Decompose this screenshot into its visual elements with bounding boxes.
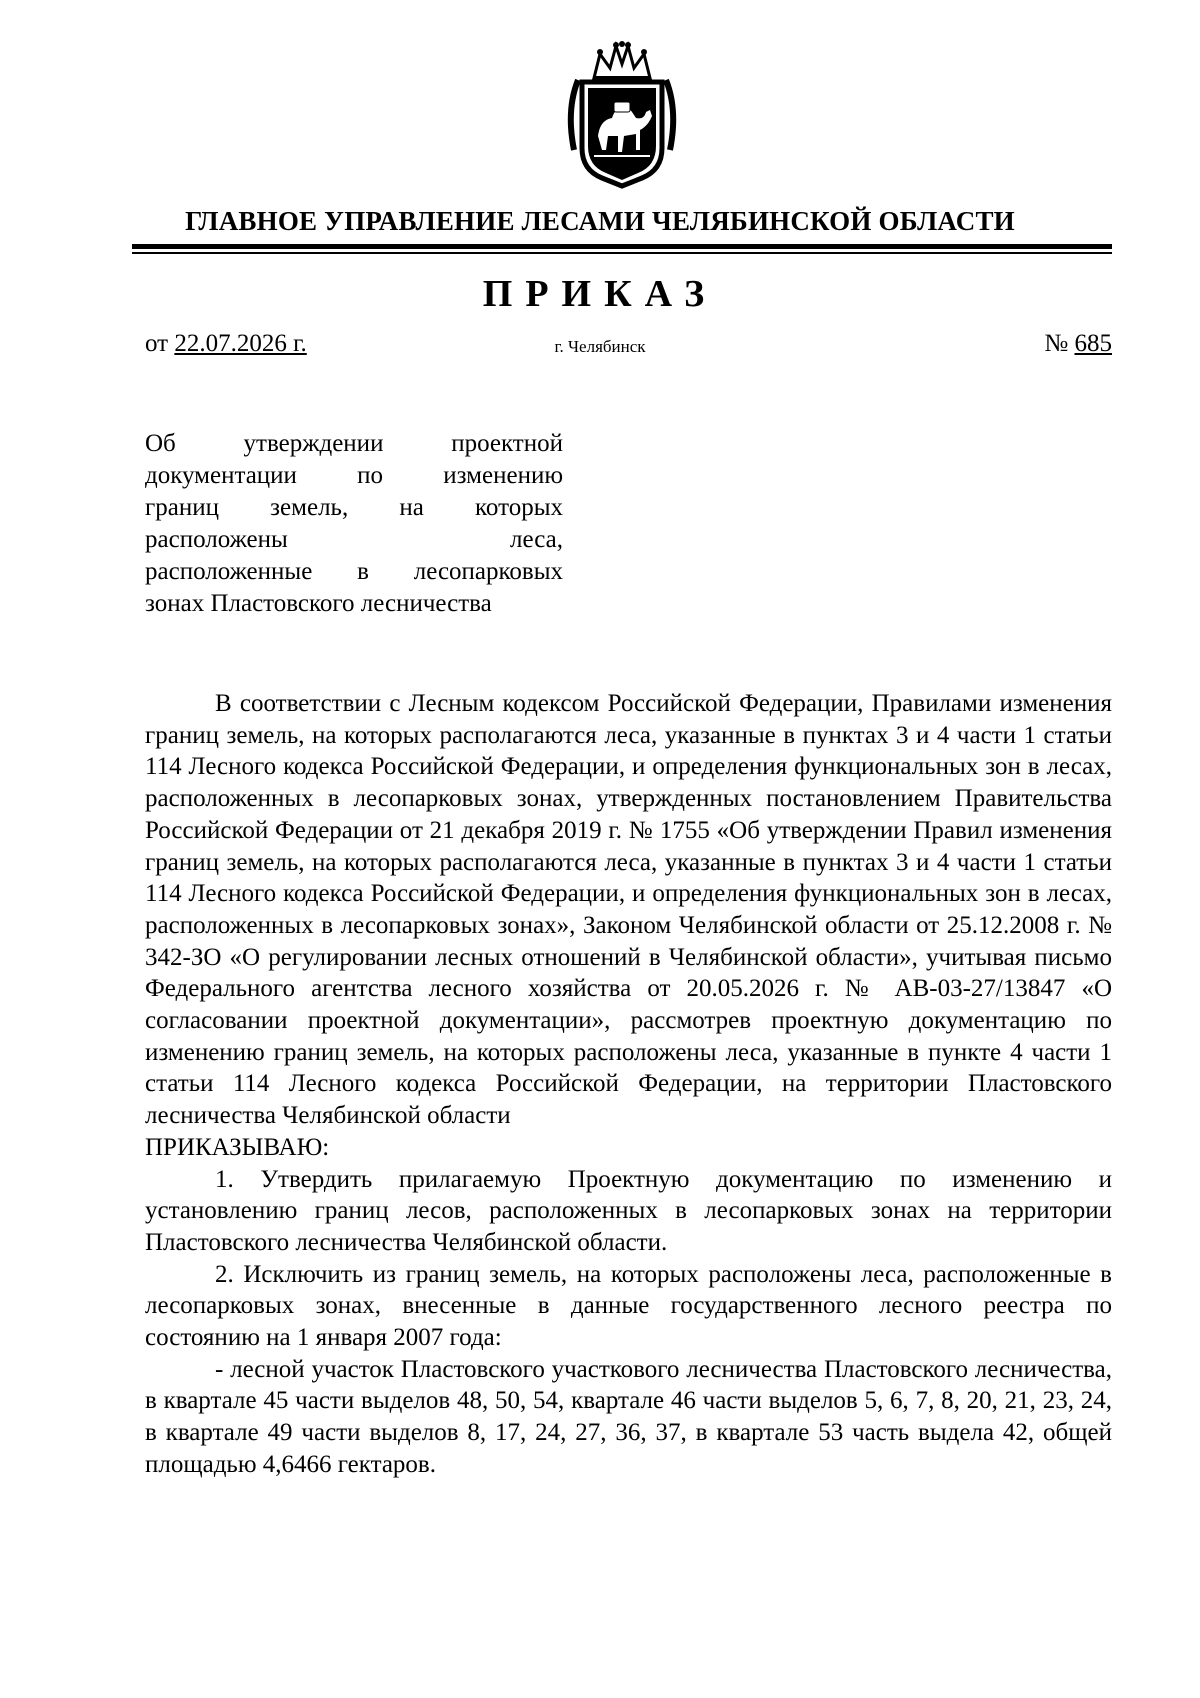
subject-line: документации по изменению	[145, 462, 563, 489]
order-item-2: 2. Исключить из границ земель, на которых расположены леса, расположенные в лесопарковых зонах, внесенные в данные государственного лесного реестра по состоянию на 1 января 2007 года:	[145, 1260, 1112, 1352]
order-number	[1044, 330, 1112, 358]
city-label: г. Челябинск	[554, 337, 646, 356]
organization-name: ГЛАВНОЕ УПРАВЛЕНИЕ ЛЕСАМИ ЧЕЛЯБИНСКОЙ ОБЛАСТИ	[185, 206, 1015, 236]
coat-of-arms-icon	[560, 40, 684, 190]
preamble-paragraph: В соответствии с Лесным кодексом Российской Федерации, Правилами изменения границ земель, на которых располагаются леса, указанные в пунктах 3 и 4 части 1 статьи 114 Лесного кодекса Российской Федерации, и определения функциональных зон в лесах, расположенных в лесопарковых зонах, утвержденных постановлением Правительства Российской Федерации от 21 декабря 2019 г. № 1755 «Об утверждении Правил изменения границ земель, на которых располагаются леса, указанные в пунктах 3 и 4 части 1 статьи 114 Лесного кодекса Российской Федерации, и определения функциональных зон в лесах, расположенных в лесопарковых зонах», Законом Челябинской области от 25.12.2008 г. № 342-ЗО «О регулировании лесных отношений в Челябинской области», учитывая письмо Федерального агентства лесного хозяйства от 20.05.2026 г. № АВ-03-27/13847 «О согласовании проектной документации», рассмотрев проектную документацию по изменению границ земель, на которых расположены леса, указанные в пункте 4 части 1 статьи 114 Лесного кодекса Российской Федерации, на территории Пластовского лесничества Челябинской области	[145, 690, 1112, 1130]
subject-line: зонах Пластовского лесничества	[145, 590, 492, 617]
header-rule-thick	[132, 244, 1112, 249]
order-directive: ПРИКАЗЫВАЮ:	[145, 1133, 330, 1161]
date-prefix: от	[145, 330, 169, 357]
order-body	[145, 688, 1112, 1481]
subject-line: границ земель, на которых	[145, 494, 563, 521]
order-item-1: 1. Утвердить прилагаемую Проектную документацию по изменению и установлению границ лесов, расположенных в лесопарковых зонах на территории Пластовского лесничества Челябинской области.	[145, 1165, 1112, 1256]
date-value: 22.07.2026 г.	[174, 330, 307, 357]
number-value: 685	[1074, 330, 1112, 357]
header-rule-thin	[132, 252, 1112, 254]
number-prefix: №	[1044, 330, 1069, 357]
order-subject	[145, 428, 563, 620]
subject-line: расположенные в лесопарковых	[145, 558, 563, 585]
subject-line: Об утверждении проектной	[145, 430, 563, 457]
subject-line: расположены леса,	[145, 526, 563, 553]
order-item-2-subitem: - лесной участок Пластовского участкового лесничества Пластовского лесничества, в квартале 45 части выделов 48, 50, 54, квартале 46 части выделов 5, 6, 7, 8, 20, 21, 23, 24, в квартале 49 части выделов 8, 17, 24, 27, 36, 37, в квартале 53 часть выдела 42, общей площадью 4,6466 гектаров.	[145, 1355, 1112, 1478]
document-type-title: ПРИКАЗ	[482, 273, 718, 315]
